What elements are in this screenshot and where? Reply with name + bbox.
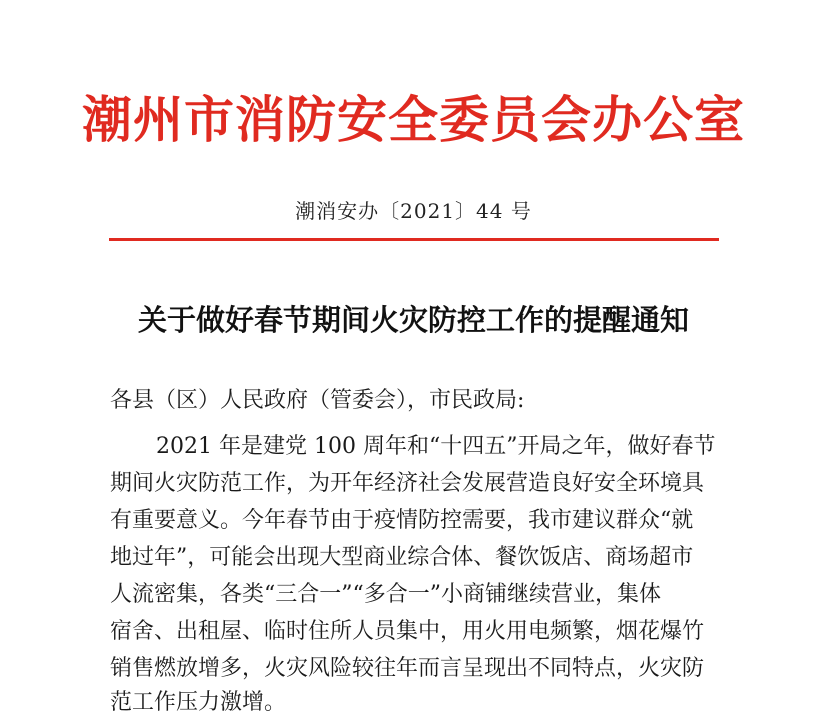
red-divider-rule bbox=[109, 238, 719, 241]
paragraph-line: 人流密集，各类“三合一”“多合一”小商铺继续营业，集体 bbox=[110, 582, 661, 607]
paragraph-line: 地过年”，可能会出现大型商业综合体、餐饮饭店、商场超市 bbox=[110, 545, 694, 570]
paragraph-line: 宿舍、出租屋、临时住所人员集中，用火用电频繁，烟花爆竹 bbox=[110, 619, 705, 644]
paragraph-line: 期间火灾防范工作，为开年经济社会发展营造良好安全环境具 bbox=[110, 471, 705, 496]
paragraph-line: 销售燃放增多，火灾风险较往年而言呈现出不同特点，火灾防 bbox=[110, 656, 705, 681]
document-number: 潮消安办〔2021〕44 号 bbox=[295, 199, 532, 223]
paragraph-line: 有重要意义。今年春节由于疫情防控需要，我市建议群众“就 bbox=[110, 508, 694, 533]
paragraph-line: 2021 年是建党 100 周年和“十四五”开局之年，做好春节 bbox=[156, 434, 716, 459]
notice-title: 关于做好春节期间火灾防控工作的提醒通知 bbox=[137, 303, 689, 337]
paragraph-line: 范工作压力激增。 bbox=[110, 690, 287, 715]
salutation: 各县（区）人民政府（管委会），市民政局: bbox=[110, 388, 525, 413]
issuing-organization-title: 潮州市消防安全委员会办公室 bbox=[82, 90, 745, 149]
